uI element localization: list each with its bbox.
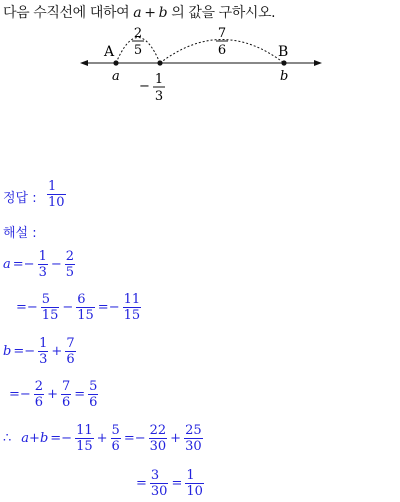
explanation-line-6: = $\frac{3}{30}$ = $\frac{1}{10}$ <box>136 468 203 499</box>
point-b-label: B <box>278 44 289 60</box>
explanation-line-2: =− $\frac{5}{15}$ − $\frac{6}{15}$ =− $\frac{11}{15}$ <box>16 292 141 323</box>
explanation-line-4: =− $\frac{2}{6}$ + $\frac{7}{6}$ = $\frac{5}{6}$ <box>9 379 98 410</box>
question-plus: + <box>144 5 156 21</box>
answer-value: $\frac{1}{10}$ <box>48 179 65 210</box>
question-var-b: b <box>158 5 168 21</box>
point-b-var: b <box>280 69 289 84</box>
left-arrow-icon <box>80 60 88 66</box>
origin-den: 3 <box>154 89 164 104</box>
number-line-diagram <box>0 0 400 110</box>
arc-left-den: 5 <box>133 43 143 58</box>
explanation-label: 해설 : <box>3 226 37 241</box>
point-a <box>113 60 118 65</box>
origin-num: 1 <box>154 72 164 87</box>
point-origin <box>157 60 162 65</box>
question-prefix: 다음 수직선에 대하여 <box>3 5 130 21</box>
explanation-line-5: ∴ a+b =− $\frac{11}{15}$ + $\frac{5}{6}$ =− $\frac{22}{30}$ + $\frac{25}{30}$ <box>3 423 202 454</box>
answer-label: 정답 : <box>3 191 37 206</box>
arc-right-num: 7 <box>217 26 227 41</box>
arc-right-den: 6 <box>217 43 227 58</box>
origin-sign: − <box>139 79 150 94</box>
explanation-line-1: a =− $\frac{1}{3}$ − $\frac{2}{5}$ <box>3 249 75 280</box>
explanation-line-3: b =− $\frac{1}{3}$ + $\frac{7}{6}$ <box>3 336 75 367</box>
arc-left-num: 2 <box>133 26 143 41</box>
question-var-a: a <box>133 5 142 21</box>
point-b <box>281 60 286 65</box>
question-suffix: 의 값을 구하시오. <box>171 5 276 21</box>
point-a-label: A <box>104 44 115 60</box>
point-a-var: a <box>112 69 120 84</box>
right-arrow-icon <box>314 60 322 66</box>
